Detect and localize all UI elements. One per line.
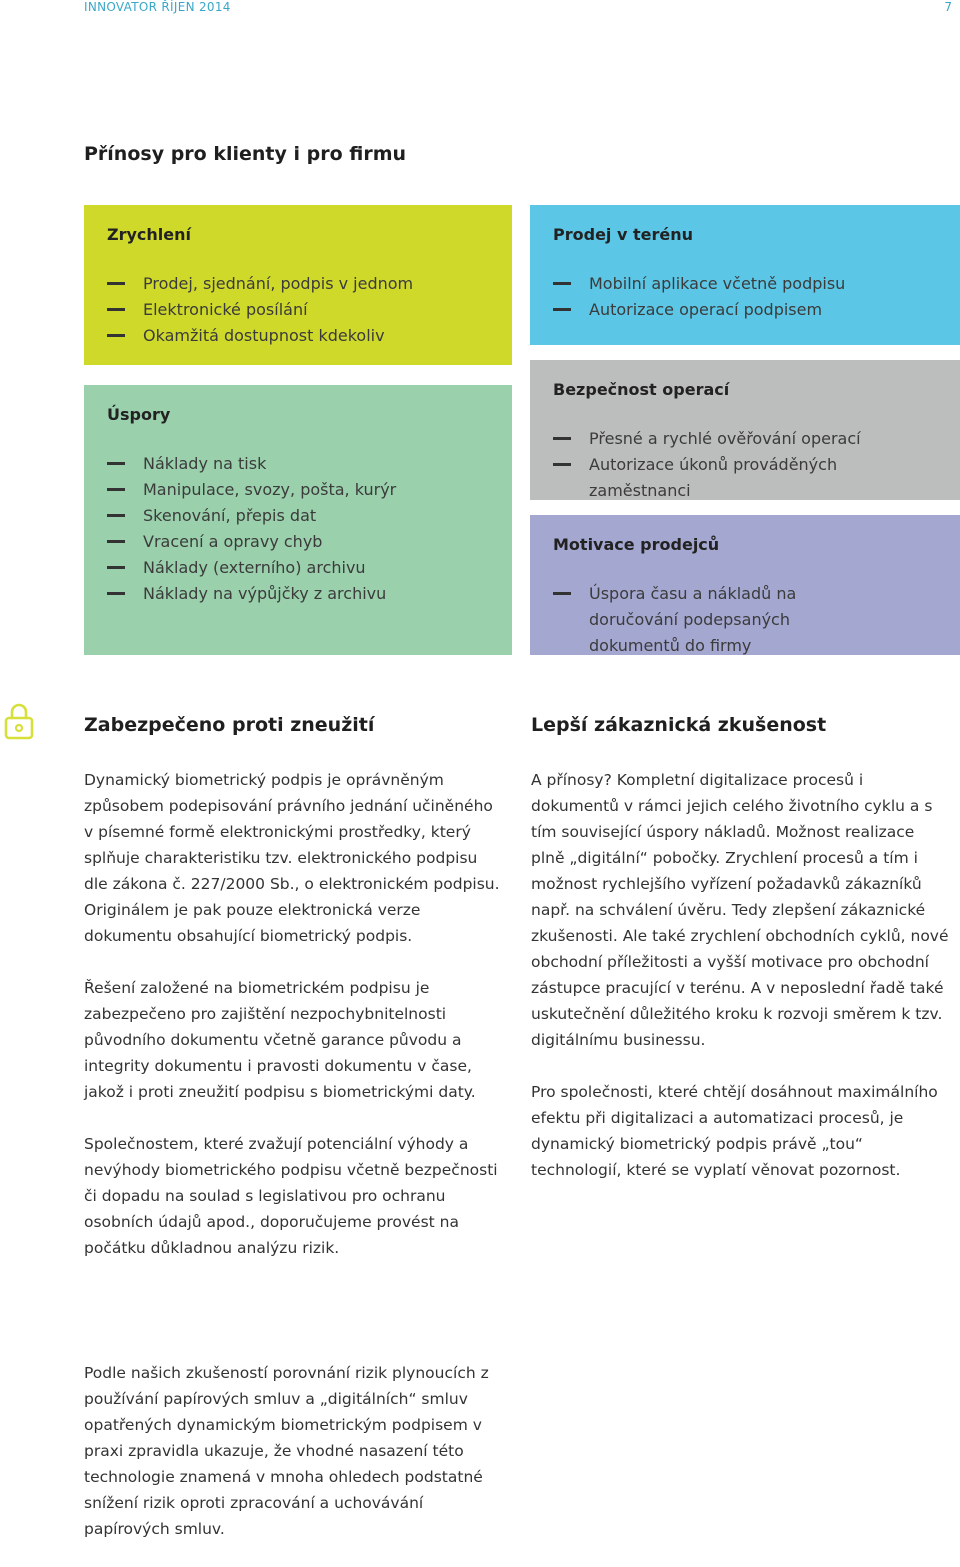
column-security-continued [84,1360,504,1542]
list-item-text: Úspora času a nákladů na doručování podepsaných dokumentů do firmy [589,584,797,655]
dash-icon [107,462,125,465]
box-list [553,426,940,504]
list-item [553,581,940,659]
dash-icon [107,282,125,285]
list-item [107,503,492,529]
box-bezpecnost-operaci [530,360,960,500]
dash-icon [553,308,571,311]
list-item-text: Autorizace operací podpisem [589,300,823,319]
box-list [107,451,492,607]
list-item-text: Vracení a opravy chyb [143,532,323,551]
paragraph: Podle našich zkušeností porovnání rizik plynoucích z používání papírových smluv a „digitálních“ smluv opatřených dynamickým biometrickým podpisem v praxi zpravidla ukazuje, že vhodné nasazení této technologie znamená v mnoha ohledech podstatné snížení rizik oproti zpracování a uchovávání papírových smluv. [84,1364,489,1538]
list-item-text: Autorizace úkonů prováděných zaměstnanci [589,455,838,500]
dash-icon [107,514,125,517]
list-item-text: Náklady na tisk [143,454,267,473]
list-item-text: Náklady na výpůjčky z archivu [143,584,387,603]
list-item [107,271,492,297]
column-customer-experience [531,713,951,1183]
box-list [553,581,940,659]
box-title: Motivace prodejců [553,535,720,554]
box-title: Bezpečnost operací [553,380,730,399]
list-item-text: Prodej, sjednání, podpis v jednom [143,274,414,293]
box-list [107,271,492,349]
page-number: 7 [944,0,952,14]
list-item [553,271,940,297]
dash-icon [553,437,571,440]
paragraph: Dynamický biometrický podpis je oprávněným způsobem podepisování právního jednání učiněného v písemné formě elektronickými prostředky, který splňuje charakteristiku tzv. elektronického podpisu dle zákona č. 227/2000 Sb., o elektronickém podpisu. Originálem je pak pouze elektronická verze dokumentu obsahující biometrický podpis. [84,771,500,945]
issue-label: INNOVATOR ŘÍJEN 2014 [84,0,231,14]
box-title: Prodej v terénu [553,225,693,244]
list-item [107,529,492,555]
dash-icon [107,308,125,311]
box-title: Úspory [107,405,171,424]
list-item-text: Mobilní aplikace včetně podpisu [589,274,846,293]
list-item [553,426,940,452]
column-security [84,713,504,1261]
list-item-text: Skenování, přepis dat [143,506,317,525]
list-item [553,297,940,323]
section-title: Přínosy pro klienty i pro firmu [84,143,407,165]
list-item [107,323,492,349]
box-prodej-v-terenu [530,205,960,345]
list-item [107,477,492,503]
box-title: Zrychlení [107,225,192,244]
dash-icon [107,488,125,491]
lock-icon [4,701,34,741]
column-heading: Lepší zákaznická zkušenost [531,714,827,736]
paragraph: A přínosy? Kompletní digitalizace procesů i dokumentů v rámci jejich celého životního cyklu a s tím související úspory nákladů. Možnost realizace plně „digitální“ pobočky. Zrychlení procesů a tím i možnost rychlejšího vyřízení požadavků zákazníků např. na schválení úvěru. Tedy zlepšení zákaznické zkušenosti. Ale také zrychlení obchodních cyklů, nové obchodní příležitosti a vyšší motivace pro obchodní zástupce pracující v terénu. A v neposlední řadě také uskutečnění důležitého kroku k rozvoji směrem k tzv. digitálnímu businessu. [531,771,949,1049]
list-item [107,581,492,607]
dash-icon [553,592,571,595]
dash-icon [107,334,125,337]
list-item-text: Okamžitá dostupnost kdekoliv [143,326,385,345]
box-zrychleni [84,205,512,365]
dash-icon [107,592,125,595]
list-item-text: Manipulace, svozy, pošta, kurýr [143,480,397,499]
list-item-text: Přesné a rychlé ověřování operací [589,429,861,448]
box-motivace-prodejcu [530,515,960,655]
box-uspory [84,385,512,655]
dash-icon [107,540,125,543]
list-item [107,555,492,581]
dash-icon [107,566,125,569]
list-item [107,451,492,477]
box-list [553,271,940,323]
dash-icon [553,463,571,466]
paragraph: Řešení založené na biometrickém podpisu je zabezpečeno pro zajištění nezpochybnitelnosti původního dokumentu včetně garance původu a integrity dokumentu i pravosti dokumentu v čase, jakož i proti zneužití podpisu s biometrickými daty. [84,979,476,1101]
paragraph: Pro společnosti, které chtějí dosáhnout maximálního efektu při digitalizaci a automatizaci procesů, je dynamický biometrický podpis právě „tou“ technologií, které se vyplatí věnovat pozornost. [531,1083,938,1179]
column-heading: Zabezpečeno proti zneužití [84,714,375,736]
list-item [107,297,492,323]
list-item [553,452,940,504]
list-item-text: Elektronické posílání [143,300,308,319]
list-item-text: Náklady (externího) archivu [143,558,366,577]
paragraph: Společnostem, které zvažují potenciální výhody a nevýhody biometrického podpisu včetně bezpečnosti či dopadu na soulad s legislativou pro ochranu osobních údajů apod., doporučujeme provést na počátku důkladnou analýzu rizik. [84,1135,498,1257]
dash-icon [553,282,571,285]
